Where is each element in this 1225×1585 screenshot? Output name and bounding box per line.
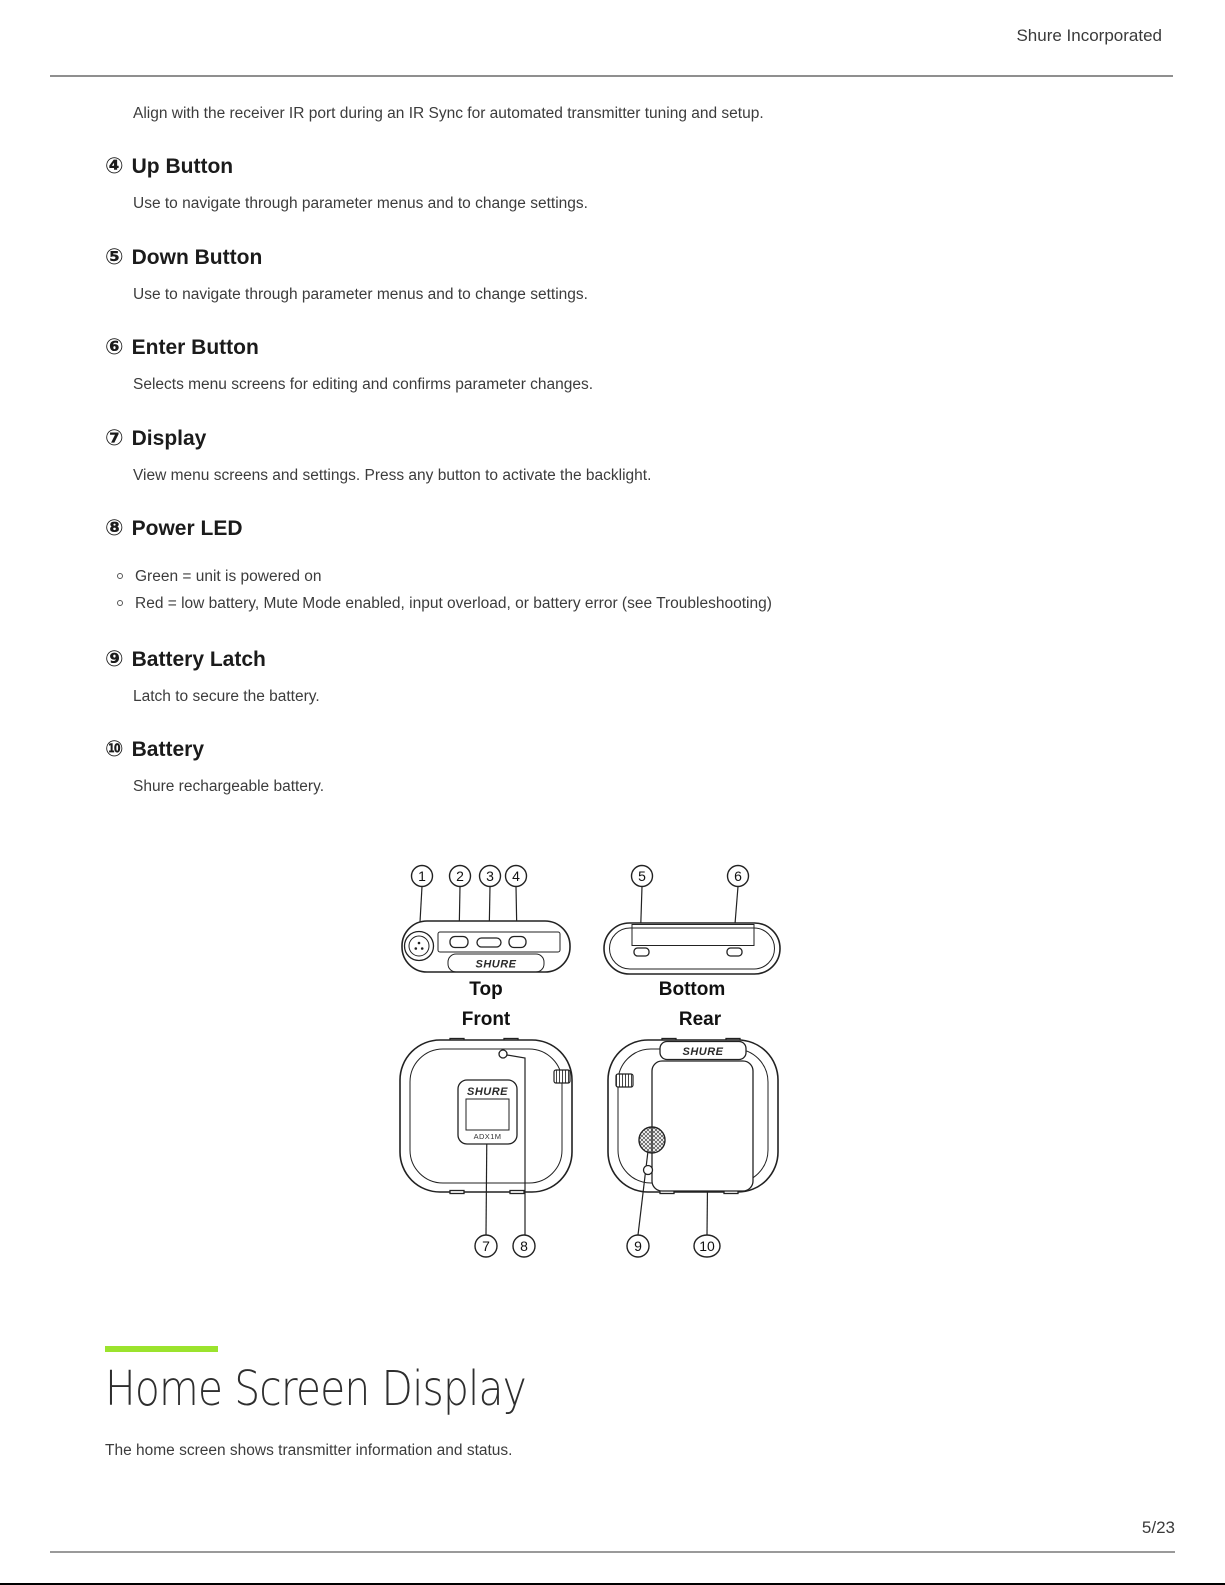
bottom-view	[604, 866, 780, 1001]
header-company: Shure Incorporated	[1016, 26, 1162, 45]
battery-latch	[639, 1127, 665, 1153]
right-button	[509, 937, 526, 948]
header-rule	[50, 75, 1173, 77]
section-title-text: Up Button	[131, 155, 234, 179]
rear-view	[608, 1009, 778, 1257]
callout-number: 5	[638, 868, 646, 884]
sync-button	[450, 937, 468, 948]
callout-number: 9	[634, 1238, 642, 1254]
section-heading-down-button	[105, 245, 1120, 270]
section-heading-battery-latch	[105, 647, 1120, 672]
callout-10	[694, 1235, 720, 1257]
power-led	[499, 1050, 507, 1058]
charge-contact-right	[727, 948, 742, 956]
section-heading-power-led	[105, 516, 1120, 541]
connector-pin	[415, 947, 418, 950]
callout-9	[627, 1235, 649, 1257]
charge-contact-left	[634, 948, 649, 956]
bullet-text: Red = low battery, Mute Mode enabled, input overload, or battery error (see Troubleshooting)	[135, 595, 772, 613]
section-number: ⑤	[105, 244, 124, 270]
callout-number: 6	[734, 868, 742, 884]
bottom-view-label: Bottom	[658, 979, 726, 1000]
callout-3	[480, 866, 501, 887]
rear-view-label: Rear	[678, 1009, 722, 1030]
section-number: ⑦	[105, 425, 124, 451]
section-heading-up-button	[105, 154, 1120, 179]
section-title-text: Display	[131, 426, 207, 450]
section-number: ⑨	[105, 646, 124, 672]
latch-screw	[644, 1166, 653, 1175]
section-body: View menu screens and settings. Press any button to activate the backlight.	[133, 466, 652, 484]
front-bottom-foot	[450, 1191, 464, 1194]
section-title-text: Battery Latch	[131, 647, 266, 671]
bullet-marker	[117, 573, 123, 579]
section-body: Use to navigate through parameter menus and to change settings.	[133, 195, 588, 213]
callout-4	[506, 866, 527, 887]
power-led-bullet-list	[105, 563, 1120, 617]
middle-button	[477, 938, 501, 947]
connector-pin	[421, 947, 424, 950]
shure-logo-rear: SHURE	[682, 1046, 724, 1058]
home-screen-title: Home Screen Display	[105, 1361, 526, 1417]
bullet-text: Green = unit is powered on	[135, 568, 322, 586]
intro-paragraph: Align with the receiver IR port during an IR Sync for automated transmitter tuning and setup.	[133, 105, 764, 122]
section-number: ⑩	[105, 737, 124, 763]
callout-number: 1	[418, 868, 426, 884]
battery-door	[652, 1061, 753, 1191]
section-heading-enter-button	[105, 335, 1120, 360]
callout-2	[450, 866, 471, 887]
section-number: ⑥	[105, 335, 124, 361]
section-body: Latch to secure the battery.	[133, 687, 320, 705]
callout-7	[475, 1235, 497, 1257]
section-title-text: Enter Button	[131, 336, 259, 360]
home-screen-section	[105, 1346, 1120, 1460]
shure-logo-top: SHURE	[475, 958, 517, 971]
section-number: ④	[105, 154, 124, 180]
callout-6	[728, 866, 749, 887]
page-number: 5/23	[1141, 1518, 1175, 1537]
callout-number: 8	[520, 1238, 528, 1254]
device-diagram	[390, 848, 790, 1260]
front-bottom-foot	[510, 1191, 524, 1194]
footer-rule	[50, 1551, 1175, 1553]
callout-number: 7	[482, 1238, 490, 1254]
connector-knob-rear	[616, 1074, 633, 1087]
shure-logo-front: SHURE	[466, 1086, 509, 1098]
home-screen-body: The home screen shows transmitter information and status.	[105, 1442, 513, 1459]
callout-number: 2	[456, 868, 464, 884]
section-body: Shure rechargeable battery.	[133, 778, 324, 796]
bullet-marker	[117, 600, 123, 606]
bullet-item	[117, 563, 1120, 590]
connector-knob-front	[554, 1070, 570, 1083]
connector-pin	[418, 942, 421, 945]
section-title-text: Down Button	[131, 245, 263, 269]
section-heading-display	[105, 426, 1120, 451]
top-view-label: Top	[469, 979, 503, 1000]
section-heading-battery	[105, 737, 1120, 762]
section-title-text: Power LED	[131, 517, 243, 541]
section-body: Selects menu screens for editing and confirms parameter changes.	[133, 376, 594, 394]
front-view	[400, 1009, 572, 1257]
callout-8	[513, 1235, 535, 1257]
callout-number: 10	[699, 1238, 715, 1254]
top-view	[402, 866, 570, 1001]
section-body: Use to navigate through parameter menus and to change settings.	[133, 285, 588, 303]
section-accent-bar	[105, 1346, 218, 1352]
front-view-label: Front	[461, 1009, 511, 1030]
callout-1	[412, 866, 433, 887]
model-label: ADX1M	[473, 1132, 502, 1141]
section-title-text: Battery	[131, 738, 205, 762]
section-number: ⑧	[105, 516, 124, 542]
callout-5	[632, 866, 653, 887]
bullet-item	[117, 590, 1120, 617]
callout-number: 4	[512, 868, 520, 884]
content-column	[105, 103, 1120, 799]
callout-number: 3	[486, 868, 494, 884]
